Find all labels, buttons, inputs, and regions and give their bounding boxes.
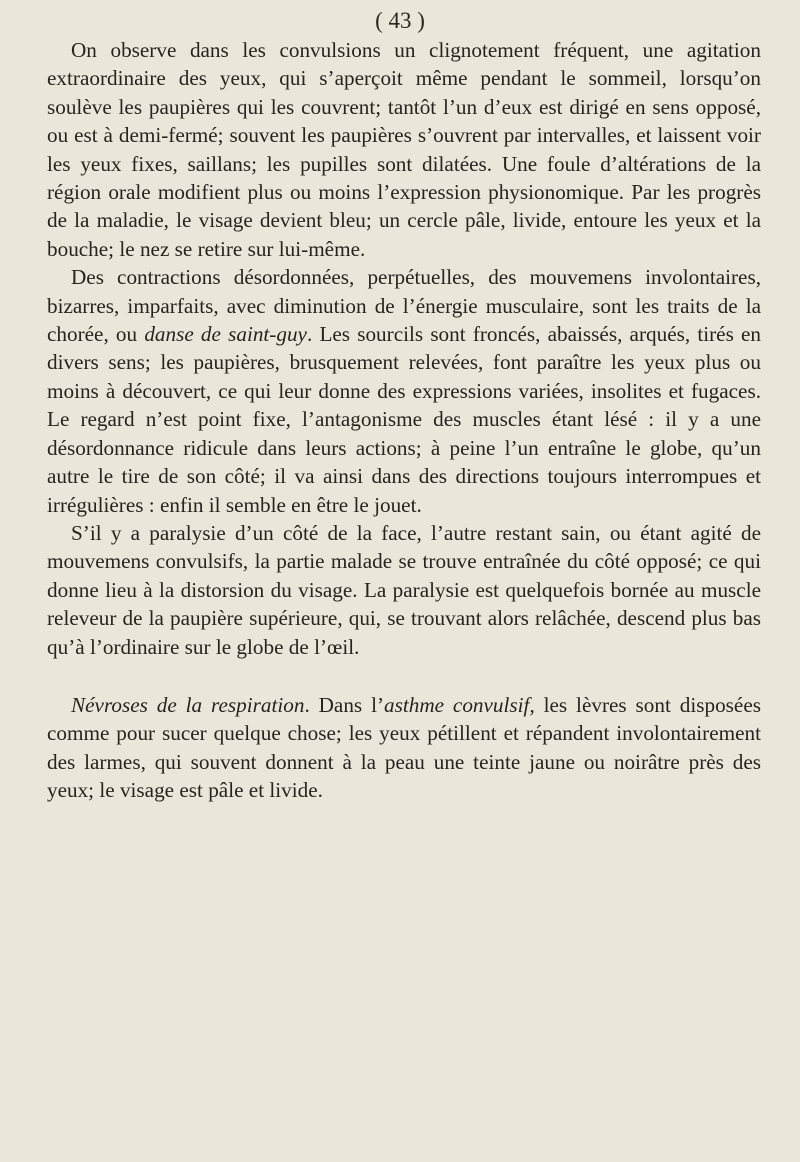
paragraph-convulsions — [47, 36, 761, 263]
text-segment: On observe dans les convulsions un clignotement fréquent, une agitation extraordinaire des yeux, qui s’aperçoit même pendant le sommeil, lorsqu’on soulève les paupières qui les couvrent; tantôt l’un d’eux est dirigé en sens opposé, ou est à demi-fermé; souvent les paupières s’ouvrent par intervalles, et laissent voir les yeux fixes, saillans; les pupilles sont dilatées. Une foule d’altérations de la région orale modifient plus ou moins l’expression physionomique. Par les progrès de la maladie, le visage devient bleu; un cercle pâle, livide, entoure les yeux et la bouche; le nez se retire sur lui-même. — [47, 38, 761, 261]
paragraph-choree — [47, 263, 761, 519]
body-text — [47, 36, 761, 805]
text-segment: , les lèvres sont disposées comme pour sucer quelque chose; les yeux pétillent et répandent involontairement des larmes, qui souvent donnent à la peau une teinte jaune ou noirâtre près des yeux; le visage est pâle et livide. — [47, 692, 761, 803]
paragraph-nevroses-respiration — [47, 691, 761, 805]
text-segment: Des contractions désordonnées, perpétuelles, des mouvemens involontaires, bizarres, imparfaits, avec diminution de l’énergie musculaire, sont les traits de la chorée, ou — [47, 265, 761, 347]
text-segment: . Dans l’ — [304, 692, 385, 717]
page-number: ( 43 ) — [375, 8, 425, 33]
italic-heading-nevroses: Névroses de la respiration — [71, 692, 305, 717]
paragraph-paralysie — [47, 519, 761, 661]
italic-term-asthme-convulsif: asthme convulsif — [384, 692, 530, 717]
text-segment: S’il y a paralysie d’un côté de la face, l’autre restant sain, ou étant agité de mouvemens convulsifs, la partie malade se trouve entraînée du côté opposé; ce qui donne lieu à la distorsion du visage. La paralysie est quelquefois bornée au muscle releveur de la paupière supérieure, qui, se trouvant alors relâchée, descend plus bas qu’à l’ordinaire sur le globe de l’œil. — [47, 520, 761, 659]
italic-term-danse-de-saint-guy: danse de saint-guy — [144, 322, 307, 347]
text-segment: . Les sourcils sont froncés, abaissés, arqués, tirés en divers sens; les paupières, brusquement relevées, font paraître les yeux plus ou moins à découvert, ce qui leur donne des expressions variées, insolites et fugaces. Le regard n’est point fixe, l’antagonisme des muscles étant lésé : il y a une désordonnance ridicule dans leurs actions; à peine l’un entraîne le globe, qu’un autre le tire de son côté; il va ainsi dans des directions toujours interrompues et irrégulières : enfin il semble en être le jouet. — [47, 322, 761, 517]
